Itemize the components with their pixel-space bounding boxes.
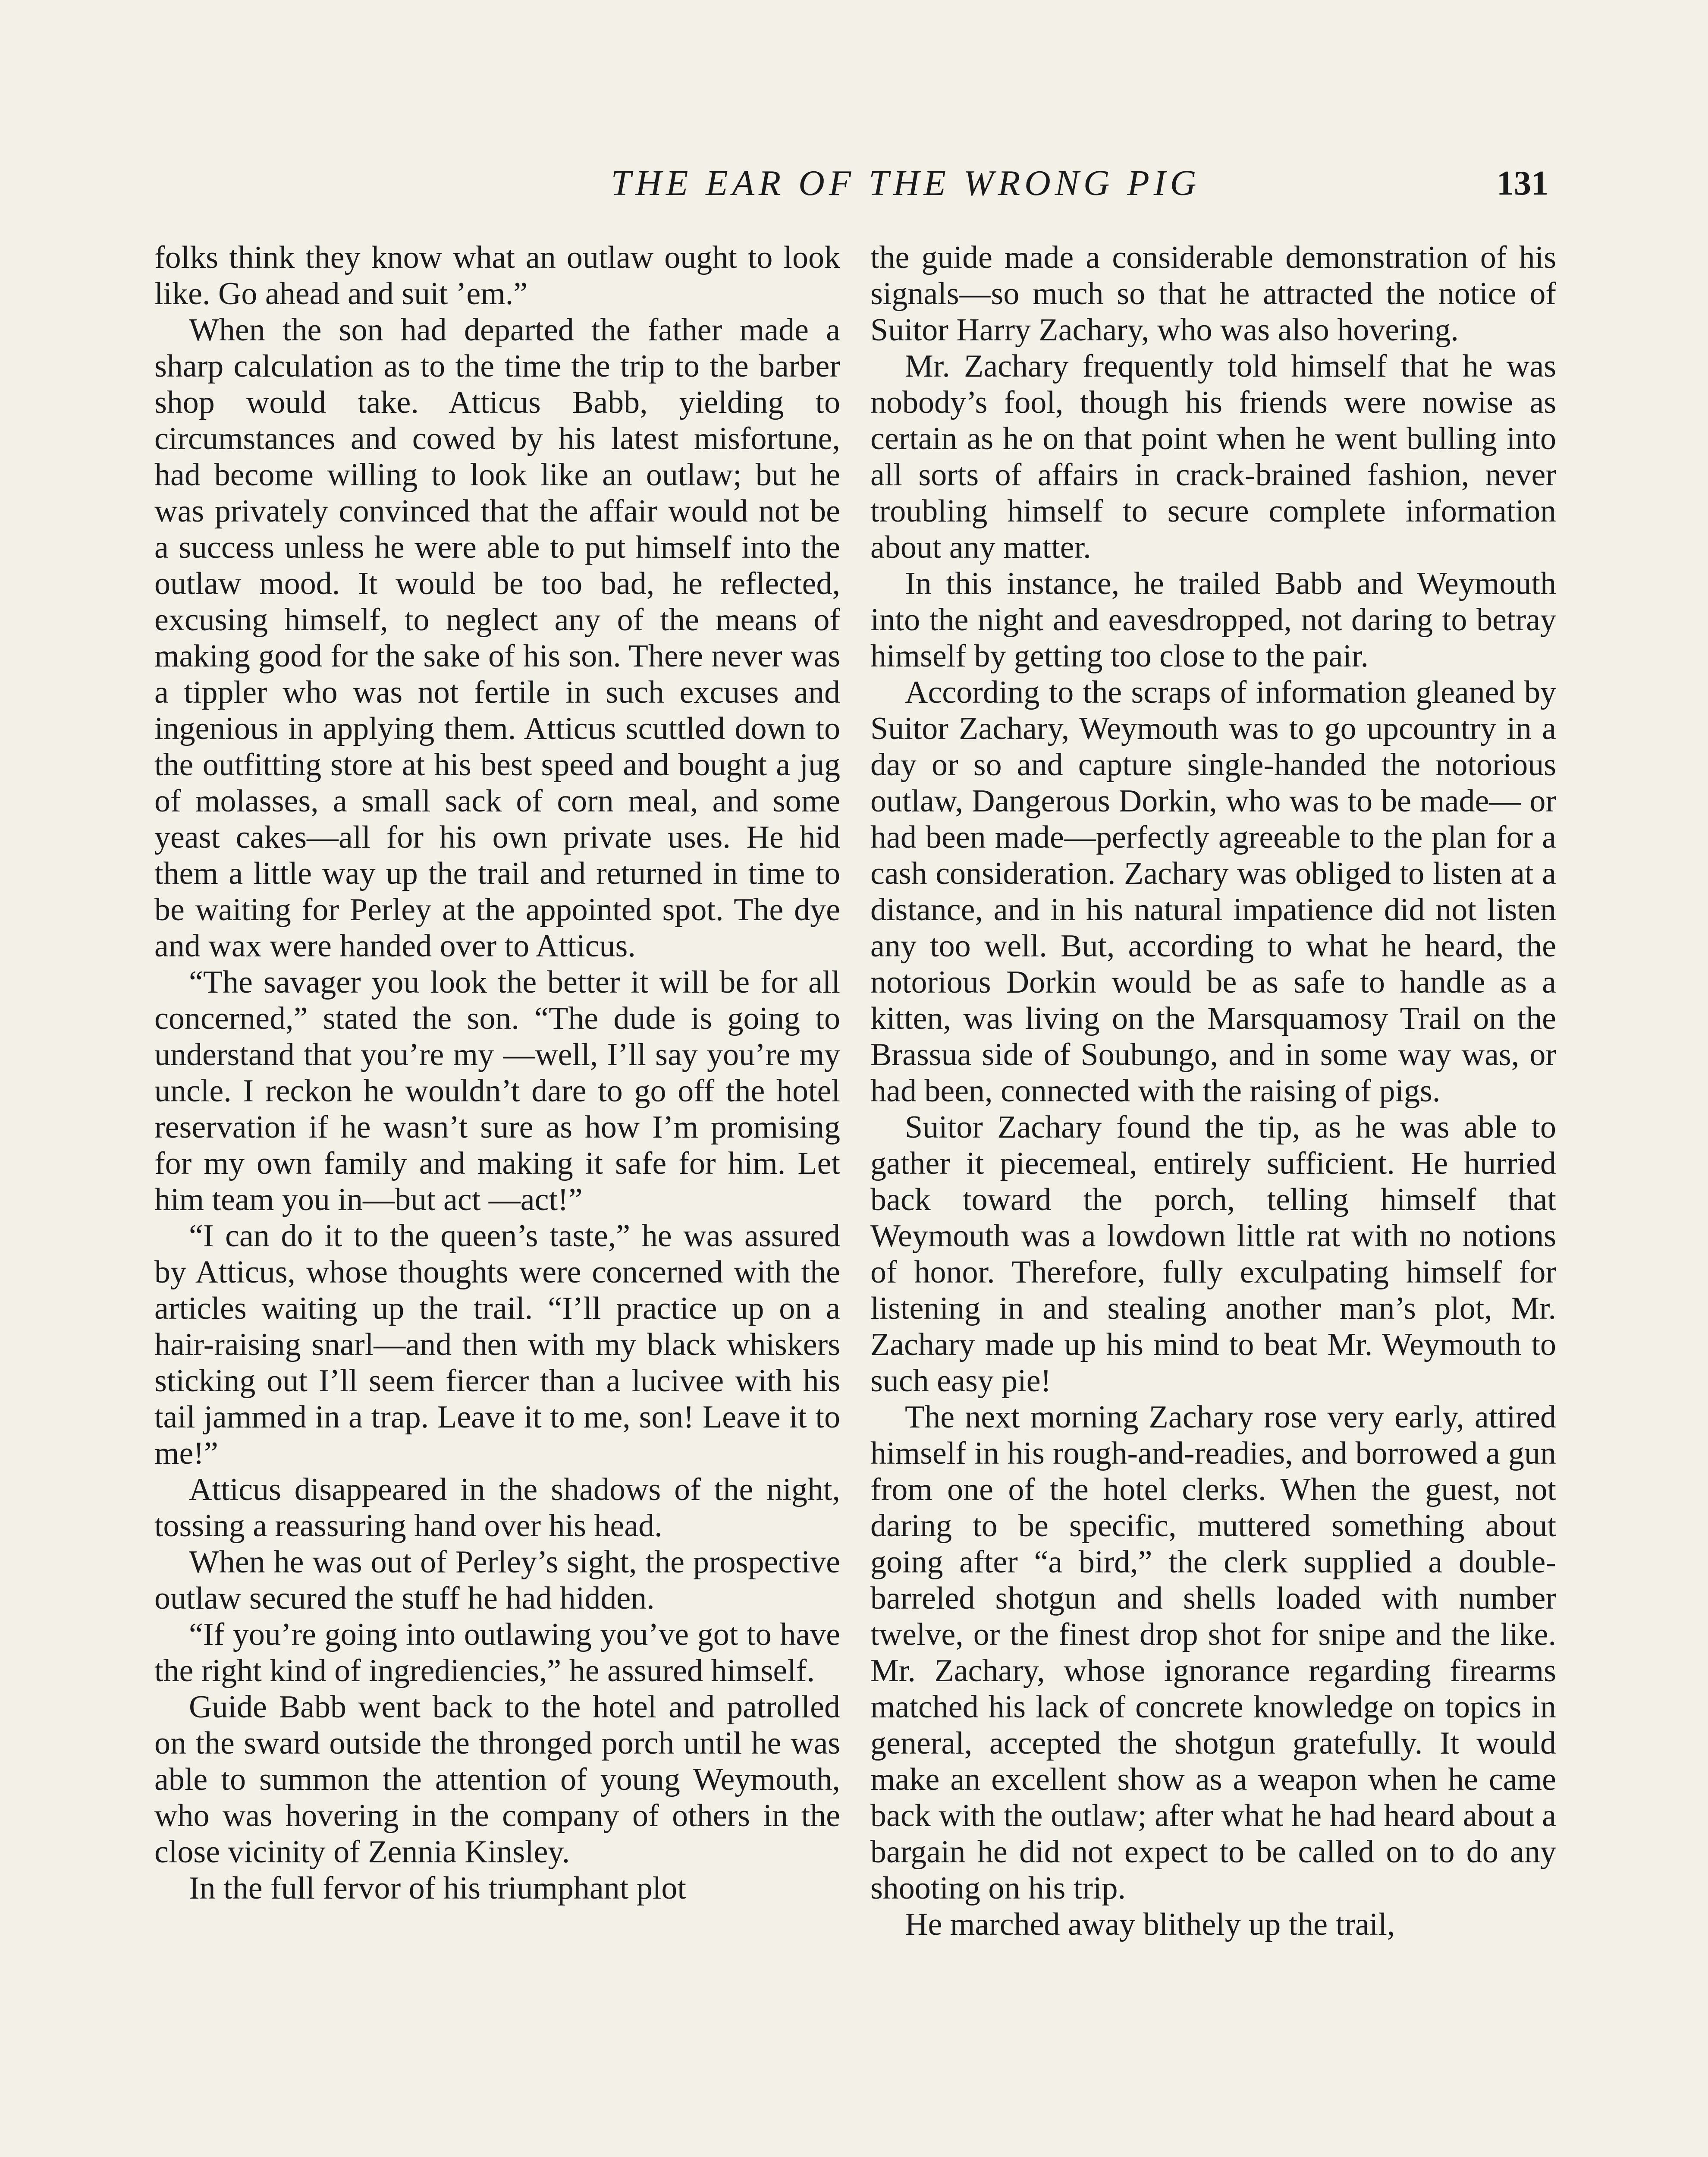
left-column <box>154 239 840 1906</box>
running-header <box>151 155 1548 211</box>
paragraph: “If you’re going into outlawing you’ve got to have the right kind of ingrediencies,” he assured himself. <box>154 1617 840 1688</box>
paragraph: In the full fervor of his triumphant plot <box>189 1871 686 1906</box>
paragraph: According to the scraps of information gleaned by Suitor Zachary, Weymouth was to go upcountry in a day or so and capture single-handed the notorious outlaw, Dangerous Dorkin, who was to be made— or had been made—perfectly agreeable to the plan for a cash consideration. Zachary was obliged to listen at a distance, and in his natural impatience did not listen any too well. But, according to what he heard, the notorious Dorkin would be as safe to handle as a kitten, was living on the Marsquamosy Trail on the Brassua side of Soubungo, and in some way was, or had been, connected with the raising of pigs. <box>870 675 1556 1109</box>
paragraph: Suitor Zachary found the tip, as he was able to gather it piecemeal, entirely sufficient. He hurried back toward the porch, telling himself that Weymouth was a lowdown little rat with no notions of honor. Therefore, fully exculpating himself for listening in and stealing another man’s plot, Mr. Zachary made up his mind to beat Mr. Weymouth to such easy pie! <box>870 1110 1556 1399</box>
running-title: THE EAR OF THE WRONG PIG <box>611 163 1201 203</box>
paragraph: Guide Babb went back to the hotel and patrolled on the sward outside the thronged porch until he was able to summon the attention of young Weymouth, who was hovering in the company of others in the close vicinity of Zennia Kinsley. <box>154 1689 840 1870</box>
paragraph: In this instance, he trailed Babb and Weymouth into the night and eavesdropped, not daring to betray himself by getting too close to the pair. <box>870 566 1556 674</box>
paragraph: the guide made a considerable demonstration of his signals—so much so that he attracted the notice of Suitor Harry Zachary, who was also hovering. <box>870 240 1556 348</box>
paragraph: When he was out of Perley’s sight, the prospective outlaw secured the stuff he had hidden. <box>154 1544 840 1616</box>
right-column <box>870 239 1556 1943</box>
paragraph: “The savager you look the better it will be for all concerned,” stated the son. “The dude is going to understand that you’re my —well, I’ll say you’re my uncle. I reckon he wouldn’t dare to go off the hotel reservation if he wasn’t sure as how I’m promising for my own family and making it safe for him. Let him team you in—but act —act!” <box>154 965 840 1217</box>
paragraph: When the son had departed the father made a sharp calculation as to the time the trip to the barber shop would take. Atticus Babb, yielding to circumstances and cowed by his latest misfortune, had become willing to look like an outlaw; but he was privately convinced that the affair would not be a success unless he were able to put himself into the outlaw mood. It would be too bad, he reflected, excusing himself, to neglect any of the means of making good for the sake of his son. There never was a tippler who was not fertile in such excuses and ingenious in applying them. Atticus scuttled down to the outfitting store at his best speed and bought a jug of molasses, a small sack of corn meal, and some yeast cakes—all for his own private uses. He hid them a little way up the trail and returned in time to be waiting for Perley at the appointed spot. The dye and wax were handed over to Atticus. <box>154 312 840 964</box>
paragraph: Mr. Zachary frequently told himself that he was nobody’s fool, though his friends were nowise as certain as he on that point when he went bulling into all sorts of affairs in crack-brained fashion, never troubling himself to secure complete information about any matter. <box>870 349 1556 565</box>
page-number: 131 <box>1497 164 1548 202</box>
paragraph: He marched away blithely up the trail, <box>905 1907 1395 1942</box>
paragraph: “I can do it to the queen’s taste,” he was assured by Atticus, whose thoughts were concerned with the articles waiting up the trail. “I’ll practice up on a hair-raising snarl—and then with my black whiskers sticking out I’ll seem fiercer than a lucivee with his tail jammed in a trap. Leave it to me, son! Leave it to me!” <box>154 1218 840 1471</box>
paragraph: The next morning Zachary rose very early, attired himself in his rough-and-readies, and borrowed a gun from one of the hotel clerks. When the guest, not daring to be specific, muttered something about going after “a bird,” the clerk supplied a double-barreled shotgun and shells loaded with number twelve, or the finest drop shot for snipe and the like. Mr. Zachary, whose ignorance regarding firearms matched his lack of concrete knowledge on topics in general, accepted the shotgun gratefully. It would make an excellent show as a weapon when he came back with the outlaw; after what he had heard about a bargain he did not expect to be called on to do any shooting on his trip. <box>870 1399 1556 1906</box>
paragraph: folks think they know what an outlaw ought to look like. Go ahead and suit ’em.” <box>154 240 840 311</box>
paragraph: Atticus disappeared in the shadows of the night, tossing a reassuring hand over his head. <box>154 1472 840 1544</box>
